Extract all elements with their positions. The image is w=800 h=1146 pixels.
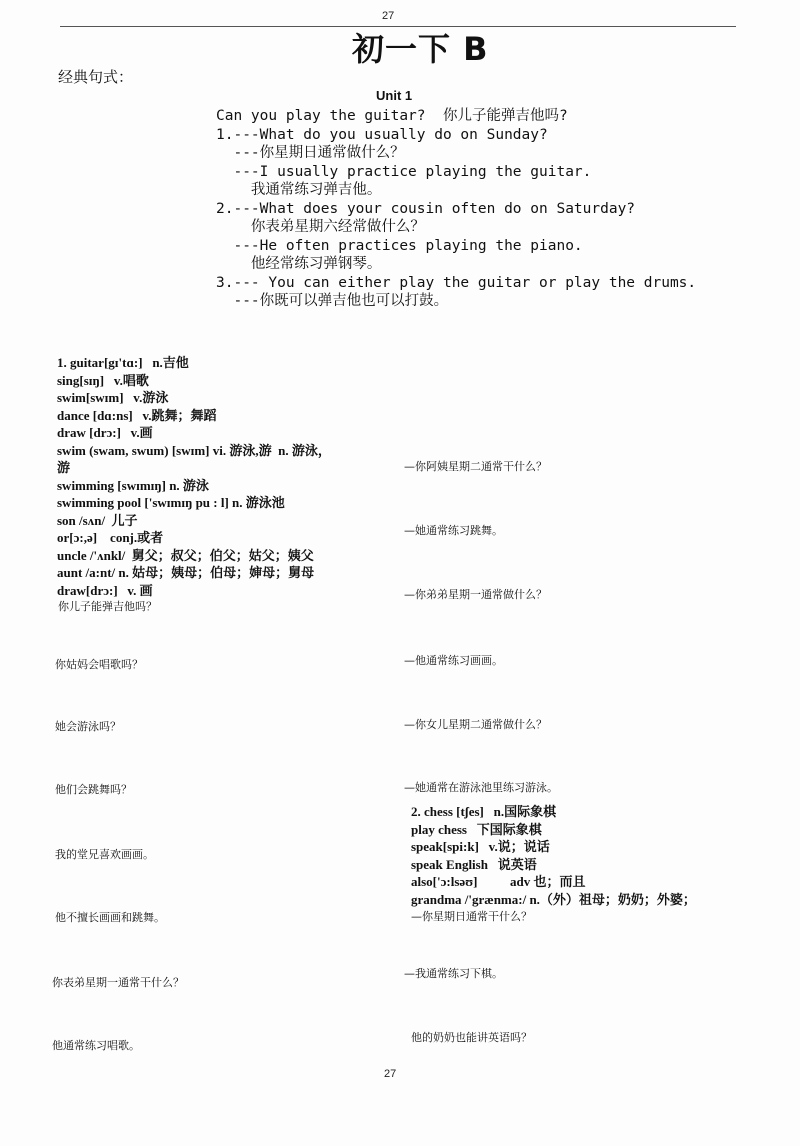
page-number-bottom: 27 <box>384 1068 397 1080</box>
left-question: 你表弟星期一通常干什么？ <box>52 976 184 989</box>
sentence-block <box>216 107 696 311</box>
sentence-line: ---你既可以弹吉他也可以打鼓。 <box>216 293 449 309</box>
right-question: —你弟弟星期一通常做什么？ <box>404 588 547 601</box>
vocab-list-1 <box>57 354 331 599</box>
vocab-item: play chess 下国际象棋 <box>411 821 542 837</box>
vocab-item: sing[sɪŋ] v.唱歌 <box>57 372 149 388</box>
vocab-item: aunt /a:nt/ n. 姑母；姨母；伯母；婶母；舅母 <box>57 565 315 580</box>
right-question: —她通常练习跳舞。 <box>404 524 503 537</box>
sentence-line: ---He often practices playing the piano. <box>216 237 583 254</box>
sentence-line: 我通常练习弹吉他。 <box>216 182 382 198</box>
section-heading: 经典句式： <box>58 68 134 86</box>
left-question: 我的堂兄喜欢画画。 <box>55 848 154 861</box>
right-question: 他的奶奶也能讲英语吗？ <box>411 1031 532 1044</box>
left-question: 他通常练习唱歌。 <box>52 1039 140 1052</box>
vocab-item: or[ɔ:,ə] conj.或者 <box>57 530 164 545</box>
left-question: 她会游泳吗？ <box>55 720 121 733</box>
sentence-line: ---你星期日通常做什么？ <box>216 145 405 161</box>
vocab-item: speak[spi:k] v.说；说话 <box>411 839 550 854</box>
left-question: 他不擅长画画和跳舞。 <box>55 911 165 924</box>
vocab-item: grandma /'grænma:/ n.（外）祖母；奶奶；外婆； <box>411 891 696 907</box>
left-question: 他们会跳舞吗？ <box>55 783 132 796</box>
vocab-item: swimming pool ['swɪmɪŋ pu : l] n. 游泳池 <box>57 495 285 510</box>
vocab-item: swimming [swɪmɪŋ] n. 游泳 <box>57 477 209 493</box>
unit-title: Unit 1 <box>376 88 413 103</box>
sentence-line: Can you play the guitar? 你儿子能弹吉他吗? <box>216 108 568 124</box>
vocab-list-2 <box>411 803 696 908</box>
right-question: —他通常练习画画。 <box>404 654 503 667</box>
right-question: —她通常在游泳池里练习游泳。 <box>404 781 558 794</box>
vocab-item: also['ɔ:lsəʊ] adv 也；而且 <box>411 874 586 889</box>
page-title: 初一下 B <box>352 30 489 68</box>
vocab-item: swim (swam, swum) [swɪm] vi. 游泳,游 n. 游泳， <box>57 442 331 458</box>
left-question: 你姑妈会唱歌吗？ <box>55 658 143 671</box>
sentence-line: 3.--- You can either play the guitar or play the drums. <box>216 274 697 291</box>
sentence-line: 2.---What does your cousin often do on Saturday? <box>216 200 636 217</box>
page-number-top: 27 <box>382 10 395 22</box>
right-question: —我通常练习下棋。 <box>404 967 503 980</box>
vocab-item: speak English 说英语 <box>411 856 537 872</box>
sentence-line: 1.---What do you usually do on Sunday? <box>216 126 548 143</box>
vocab-item: draw[drɔ:] v. 画 <box>57 582 153 598</box>
vocab-item: son /sʌn/ 儿子 <box>57 512 138 528</box>
vocab-item: dance [dɑ:ns] v.跳舞；舞蹈 <box>57 407 217 423</box>
sentence-line: 你表弟星期六经常做什么？ <box>216 219 425 235</box>
right-question: —你阿姨星期二通常干什么？ <box>404 460 547 473</box>
vocab-item: 1. guitar[gɪ'tɑ:] n.吉他 <box>57 355 189 370</box>
vocab-item: swim[swɪm] v.游泳 <box>57 390 169 405</box>
vocab-item: draw [drɔ:] v.画 <box>57 425 153 440</box>
vocab-item: 游 <box>57 460 71 475</box>
vocab-item: uncle /'ʌnkl/ 舅父；叔父；伯父；姑父；姨父 <box>57 547 314 563</box>
right-question: —你女儿星期二通常做什么？ <box>404 718 547 731</box>
sentence-line: ---I usually practice playing the guitar. <box>216 163 592 180</box>
left-question: 你儿子能弹吉他吗？ <box>58 600 157 613</box>
right-question: —你星期日通常干什么？ <box>411 910 532 923</box>
sentence-line: 他经常练习弹钢琴。 <box>216 256 382 272</box>
vocab-item: 2. chess [tʃes] n.国际象棋 <box>411 804 557 819</box>
